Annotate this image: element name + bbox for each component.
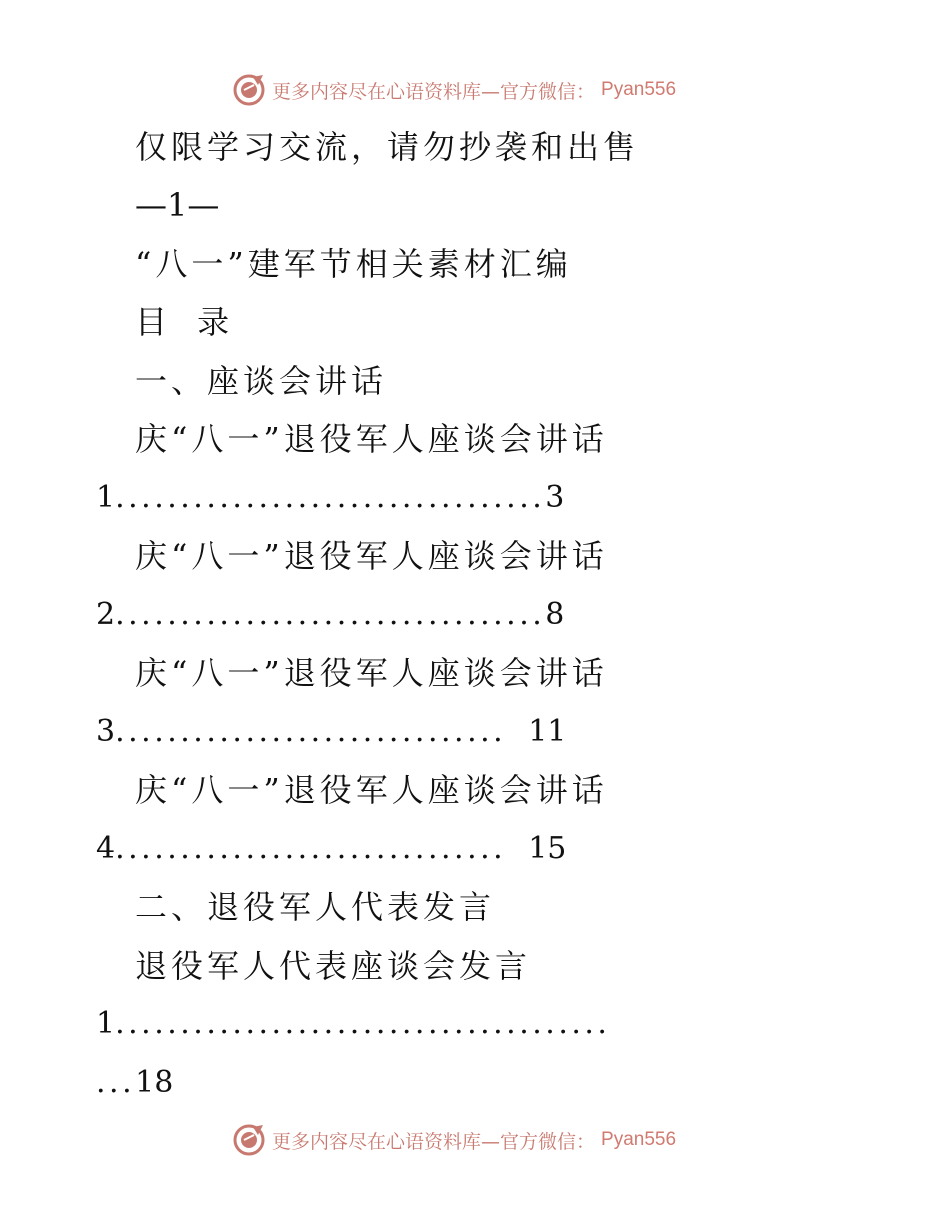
quill-seal-icon — [232, 73, 266, 107]
watermark-wechat-id: Pyan556 — [601, 1129, 677, 1150]
watermark-footer — [232, 1120, 676, 1160]
watermark-text: 更多内容尽在心语资料库—官方微信： — [272, 80, 596, 103]
toc-entry-leader[interactable] — [96, 595, 564, 635]
toc-entry-leader[interactable] — [96, 1004, 610, 1044]
toc-entry-dots: .............................. — [115, 831, 507, 866]
toc-entry-title[interactable]: 庆“八一”退役军人座谈会讲话 — [135, 420, 608, 458]
page-marker: —1— — [135, 186, 220, 224]
section-heading: 二、退役军人代表发言 — [135, 888, 496, 926]
watermark-wechat-id: Pyan556 — [601, 79, 677, 100]
toc-entry-dots: .............................. — [115, 714, 507, 749]
toc-entry-index: 4 — [96, 831, 116, 866]
toc-entry-title[interactable]: 退役军人代表座谈会发言 — [135, 947, 532, 985]
toc-heading: 目 录 — [135, 303, 240, 341]
section-heading: 一、座谈会讲话 — [135, 362, 388, 400]
toc-entry-title[interactable]: 庆“八一”退役军人座谈会讲话 — [135, 537, 608, 575]
toc-entry-title[interactable]: 庆“八一”退役军人座谈会讲话 — [135, 654, 608, 692]
toc-entry-dots: ... — [96, 1065, 136, 1100]
toc-entry-index: 1 — [96, 1006, 116, 1041]
toc-entry-dots: ................................. — [115, 480, 546, 515]
toc-entry-dots: ...................................... — [115, 1006, 611, 1041]
toc-entry-page: 15 — [528, 831, 567, 866]
toc-entry-page: 3 — [545, 480, 565, 515]
toc-entry-leader[interactable] — [96, 829, 566, 869]
watermark-text: 更多内容尽在心语资料库—官方微信： — [272, 1130, 596, 1153]
toc-entry-page: 8 — [545, 597, 565, 632]
toc-entry-title[interactable]: 庆“八一”退役军人座谈会讲话 — [135, 771, 608, 809]
toc-entry-index: 1 — [96, 480, 116, 515]
toc-entry-index: 3 — [96, 714, 116, 749]
toc-entry-page: 18 — [135, 1065, 174, 1100]
usage-notice: 仅限学习交流，请勿抄袭和出售 — [135, 128, 640, 166]
toc-entry-dots: ................................. — [115, 597, 546, 632]
toc-entry-leader[interactable] — [96, 712, 566, 752]
toc-entry-leader-continued[interactable] — [96, 1063, 173, 1103]
toc-entry-leader[interactable] — [96, 478, 564, 518]
document-title: “八一”建军节相关素材汇编 — [135, 245, 572, 283]
quill-seal-icon — [232, 1123, 266, 1157]
toc-entry-index: 2 — [96, 597, 116, 632]
toc-entry-page: 11 — [528, 714, 567, 749]
watermark-header — [232, 70, 676, 110]
